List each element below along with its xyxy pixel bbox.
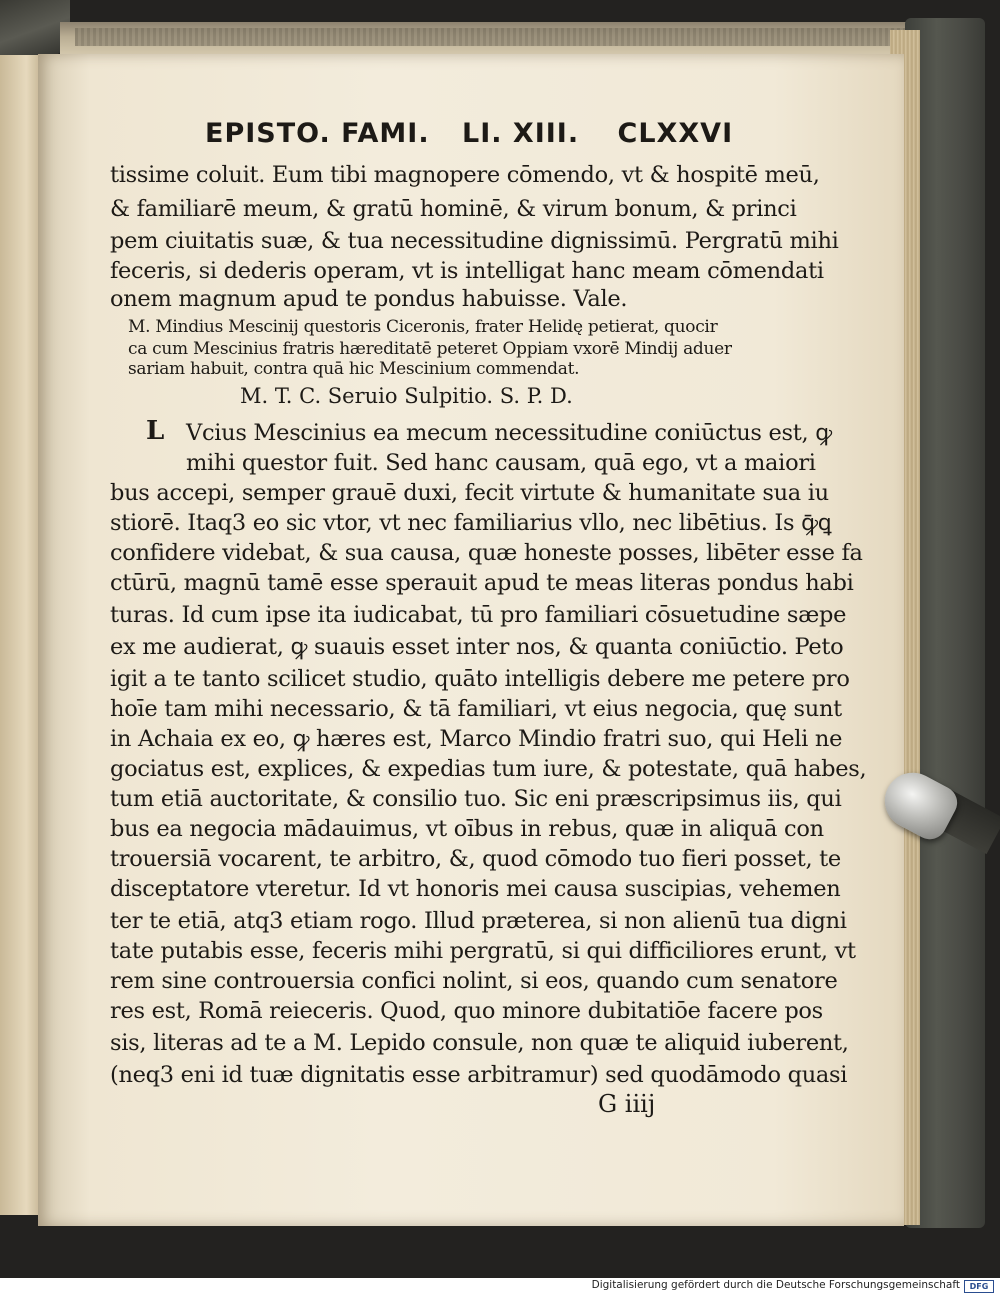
text-line: mihi questor fuit. Sed hanc causam, quā ego, vt a maiori <box>186 450 816 476</box>
text-line: tissime coluit. Eum tibi magnopere cōmendo, vt & hospitē meū, <box>110 162 820 188</box>
text-line: confidere videbat, & sua causa, quæ honeste posses, libēter esse fa <box>110 540 863 566</box>
letter-title: M. T. C. Seruio Sulpitio. S. P. D. <box>240 384 573 408</box>
text-line: tum etiā auctoritate, & consilio tuo. Sic eni præscripsimus iis, qui <box>110 786 842 812</box>
text-line: stiorē. Itaq3 eo sic vtor, vt nec familiarius vllo, nec libētius. Is ꝙ̄ꝗ <box>110 510 832 536</box>
header-middle: LI. XIII. <box>461 118 580 149</box>
text-line: bus accepi, semper grauē duxi, fecit virtute & humanitate sua iu <box>110 480 829 506</box>
text-line: feceris, si dederis operam, vt is intelligat hanc meam cōmendati <box>110 258 824 284</box>
footer-bar <box>0 1278 1000 1293</box>
dfg-logo: DFG <box>964 1280 994 1293</box>
signature-mark: G iiij <box>598 1090 656 1118</box>
text-line: & familiarē meum, & gratū hominē, & virum bonum, & princi <box>110 196 797 222</box>
text-line: ex me audierat, ꝙ suauis esset inter nos, & quanta coniūctio. Peto <box>110 634 844 660</box>
footer-credit: Digitalisierung gefördert durch die Deutsche Forschungsgemeinschaft <box>591 1279 960 1291</box>
text-line: gociatus est, explices, & expedias tum iure, & potestate, quā habes, <box>110 756 867 782</box>
text-line: bus ea negocia mādauimus, vt oībus in rebus, quæ in aliquā con <box>110 816 824 842</box>
note-line: sariam habuit, contra quā hic Mescinium commendat. <box>128 359 580 379</box>
header-right: CLXXVI <box>617 118 734 149</box>
text-line: res est, Romā reieceris. Quod, quo minore dubitatiōe facere pos <box>110 998 823 1024</box>
running-header <box>205 118 734 149</box>
text-line: rem sine controuersia confici nolint, si eos, quando cum senatore <box>110 968 838 994</box>
note-line: M. Mindius Mescinij questoris Ciceronis, frater Helidę petierat, quocir <box>128 317 718 337</box>
text-line: igit a te tanto scilicet studio, quāto intelligis debere me petere pro <box>110 666 850 692</box>
note-line: ca cum Mescinius fratris hæreditatē peteret Oppiam vxorē Mindij aduer <box>128 339 732 359</box>
text-line: onem magnum apud te pondus habuisse. Vale. <box>110 286 628 312</box>
book-top-edge-texture <box>75 28 905 46</box>
text-line: hoīe tam mihi necessario, & tā familiari, vt eius negocia, quę sunt <box>110 696 842 722</box>
text-line: ter te etiā, atq3 etiam rogo. Illud præterea, si non alienū tua digni <box>110 908 847 934</box>
text-line: (neq3 eni id tuæ dignitatis esse arbitramur) sed quodāmodo quasi <box>110 1062 848 1088</box>
text-line: ctūrū, magnū tamē esse sperauit apud te meas literas pondus habi <box>110 570 854 596</box>
drop-initial: L <box>146 416 165 446</box>
text-line: Vcius Mescinius ea mecum necessitudine coniūctus est, ꝙ <box>186 420 832 446</box>
text-line: pem ciuitatis suæ, & tua necessitudine dignissimū. Pergratū mihi <box>110 228 839 254</box>
text-line: in Achaia ex eo, ꝙ hæres est, Marco Mindio fratri suo, qui Heli ne <box>110 726 843 752</box>
text-line: disceptatore vteretur. Id vt honoris mei causa suscipias, vehemen <box>110 876 841 902</box>
text-line: sis, literas ad te a M. Lepido consule, non quæ te aliquid iuberent, <box>110 1030 849 1056</box>
text-line: trouersiā vocarent, te arbitro, &, quod cōmodo tuo fieri posset, te <box>110 846 841 872</box>
header-left: EPISTO. FAMI. <box>205 118 430 149</box>
text-line: turas. Id cum ipse ita iudicabat, tū pro familiari cōsuetudine sæpe <box>110 602 847 628</box>
text-line: tate putabis esse, feceris mihi pergratū, si qui difficiliores erunt, vt <box>110 938 856 964</box>
